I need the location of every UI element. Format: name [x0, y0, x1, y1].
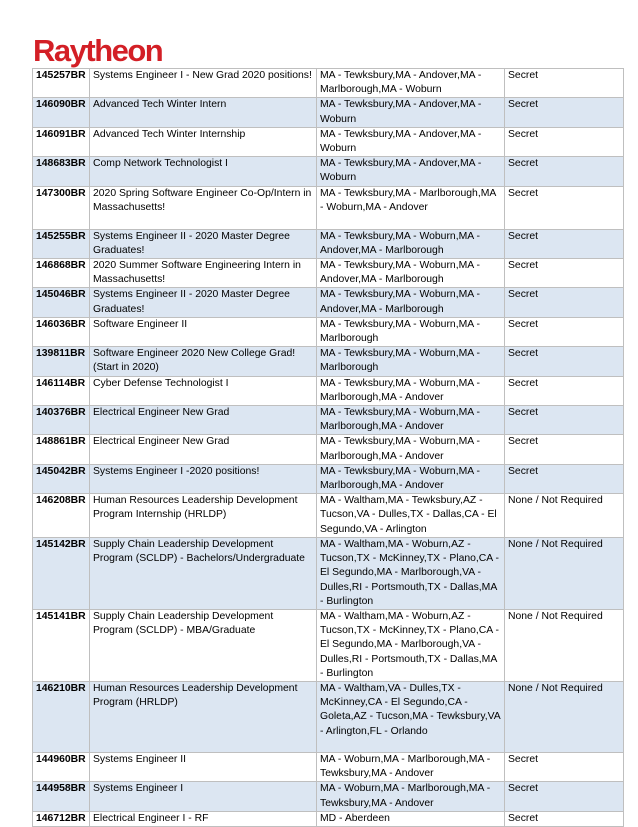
job-title: Advanced Tech Winter Internship: [90, 127, 317, 156]
requisition-id: 145046BR: [33, 288, 90, 317]
requisition-id: 147300BR: [33, 186, 90, 229]
job-listings-table: [32, 68, 624, 827]
clearance-level: Secret: [505, 811, 624, 826]
requisition-id: 146868BR: [33, 259, 90, 288]
job-location: MA - Tewksbury,MA - Woburn,MA - Andover,MA - Marlborough: [317, 288, 505, 317]
clearance-level: Secret: [505, 288, 624, 317]
requisition-id: 146091BR: [33, 127, 90, 156]
requisition-id: 145255BR: [33, 229, 90, 258]
job-location: MA - Tewksbury,MA - Andover,MA - Marlborough,MA - Woburn: [317, 69, 505, 98]
job-title: Advanced Tech Winter Intern: [90, 98, 317, 127]
job-location: MA - Tewksbury,MA - Woburn,MA - Andover,MA - Marlborough: [317, 229, 505, 258]
clearance-level: Secret: [505, 127, 624, 156]
job-location: MA - Tewksbury,MA - Marlborough,MA - Woburn,MA - Andover: [317, 186, 505, 229]
job-location: MA - Waltham,MA - Woburn,AZ - Tucson,TX - McKinney,TX - Plano,CA - El Segundo,MA - Marlborough,VA - Dulles,RI - Portsmouth,TX - Dallas,MA - Burlington: [317, 609, 505, 681]
job-title: Systems Engineer II - 2020 Master Degree Graduates!: [90, 229, 317, 258]
clearance-level: Secret: [505, 317, 624, 346]
job-title: Electrical Engineer New Grad: [90, 435, 317, 464]
job-location: MA - Waltham,MA - Tewksbury,AZ - Tucson,VA - Dulles,TX - Dallas,CA - El Segundo,VA - Arlington: [317, 494, 505, 538]
requisition-id: 146210BR: [33, 681, 90, 752]
table-row: [33, 435, 624, 464]
clearance-level: None / Not Required: [505, 494, 624, 538]
requisition-id: 146208BR: [33, 494, 90, 538]
table-row: [33, 98, 624, 127]
job-title: Electrical Engineer I - RF: [90, 811, 317, 826]
job-title: Electrical Engineer New Grad: [90, 406, 317, 435]
table-row: [33, 127, 624, 156]
job-location: MA - Waltham,VA - Dulles,TX - McKinney,CA - El Segundo,CA - Goleta,AZ - Tucson,MA - Tewksbury,VA - Arlington,FL - Orlando: [317, 681, 505, 752]
clearance-level: Secret: [505, 98, 624, 127]
requisition-id: 144960BR: [33, 752, 90, 781]
table-row: [33, 69, 624, 98]
job-location: MD - Aberdeen: [317, 811, 505, 826]
table-row: [33, 782, 624, 811]
job-title: Supply Chain Leadership Development Program (SCLDP) - Bachelors/Undergraduate: [90, 537, 317, 609]
job-location: MA - Tewksbury,MA - Woburn,MA - Andover,MA - Marlborough: [317, 259, 505, 288]
requisition-id: 148861BR: [33, 435, 90, 464]
requisition-id: 146090BR: [33, 98, 90, 127]
clearance-level: Secret: [505, 69, 624, 98]
table-row: [33, 681, 624, 752]
job-location: MA - Tewksbury,MA - Andover,MA - Woburn: [317, 127, 505, 156]
clearance-level: None / Not Required: [505, 681, 624, 752]
job-location: MA - Tewksbury,MA - Andover,MA - Woburn: [317, 98, 505, 127]
job-title: Systems Engineer I: [90, 782, 317, 811]
table-row: [33, 464, 624, 493]
job-location: MA - Tewksbury,MA - Andover,MA - Woburn: [317, 157, 505, 186]
job-location: MA - Tewksbury,MA - Woburn,MA - Marlborough,MA - Andover: [317, 406, 505, 435]
job-title: Systems Engineer II - 2020 Master Degree Graduates!: [90, 288, 317, 317]
clearance-level: None / Not Required: [505, 537, 624, 609]
clearance-level: Secret: [505, 406, 624, 435]
table-row: [33, 347, 624, 376]
clearance-level: None / Not Required: [505, 609, 624, 681]
requisition-id: 148683BR: [33, 157, 90, 186]
requisition-id: 145257BR: [33, 69, 90, 98]
clearance-level: Secret: [505, 435, 624, 464]
job-location: MA - Tewksbury,MA - Woburn,MA - Marlborough,MA - Andover: [317, 435, 505, 464]
clearance-level: Secret: [505, 347, 624, 376]
clearance-level: Secret: [505, 752, 624, 781]
job-listings-body: [33, 69, 624, 827]
job-title: 2020 Spring Software Engineer Co-Op/Intern in Massachusetts!: [90, 186, 317, 229]
job-title: Software Engineer 2020 New College Grad! (Start in 2020): [90, 347, 317, 376]
table-row: [33, 288, 624, 317]
job-title: Supply Chain Leadership Development Program (SCLDP) - MBA/Graduate: [90, 609, 317, 681]
job-title: Software Engineer II: [90, 317, 317, 346]
requisition-id: 146036BR: [33, 317, 90, 346]
job-title: Systems Engineer I - New Grad 2020 positions!: [90, 69, 317, 98]
requisition-id: 145141BR: [33, 609, 90, 681]
table-row: [33, 406, 624, 435]
requisition-id: 146114BR: [33, 376, 90, 405]
table-row: [33, 229, 624, 258]
job-title: Comp Network Technologist I: [90, 157, 317, 186]
clearance-level: Secret: [505, 157, 624, 186]
clearance-level: Secret: [505, 259, 624, 288]
job-title: Human Resources Leadership Development Program (HRLDP): [90, 681, 317, 752]
requisition-id: 139811BR: [33, 347, 90, 376]
job-location: MA - Woburn,MA - Marlborough,MA - Tewksbury,MA - Andover: [317, 782, 505, 811]
requisition-id: 145042BR: [33, 464, 90, 493]
job-location: MA - Tewksbury,MA - Woburn,MA - Marlborough,MA - Andover: [317, 376, 505, 405]
requisition-id: 145142BR: [33, 537, 90, 609]
job-location: MA - Waltham,MA - Woburn,AZ - Tucson,TX - McKinney,TX - Plano,CA - El Segundo,MA - Marlborough,VA - Dulles,RI - Portsmouth,TX - Dallas,MA - Burlington: [317, 537, 505, 609]
table-row: [33, 317, 624, 346]
table-row: [33, 157, 624, 186]
job-title: Cyber Defense Technologist I: [90, 376, 317, 405]
requisition-id: 144958BR: [33, 782, 90, 811]
table-row: [33, 494, 624, 538]
clearance-level: Secret: [505, 782, 624, 811]
table-row: [33, 376, 624, 405]
job-title: Human Resources Leadership Development Program Internship (HRLDP): [90, 494, 317, 538]
table-row: [33, 609, 624, 681]
table-row: [33, 811, 624, 826]
clearance-level: Secret: [505, 186, 624, 229]
raytheon-logo: Raytheon: [33, 33, 163, 68]
job-location: MA - Tewksbury,MA - Woburn,MA - Marlborough: [317, 347, 505, 376]
table-row: [33, 752, 624, 781]
table-row: [33, 537, 624, 609]
requisition-id: 140376BR: [33, 406, 90, 435]
job-location: MA - Tewksbury,MA - Woburn,MA - Marlborough: [317, 317, 505, 346]
clearance-level: Secret: [505, 464, 624, 493]
job-location: MA - Tewksbury,MA - Woburn,MA - Marlborough,MA - Andover: [317, 464, 505, 493]
job-title: 2020 Summer Software Engineering Intern in Massachusetts!: [90, 259, 317, 288]
job-title: Systems Engineer II: [90, 752, 317, 781]
job-location: MA - Woburn,MA - Marlborough,MA - Tewksbury,MA - Andover: [317, 752, 505, 781]
job-title: Systems Engineer I -2020 positions!: [90, 464, 317, 493]
requisition-id: 146712BR: [33, 811, 90, 826]
clearance-level: Secret: [505, 376, 624, 405]
table-row: [33, 186, 624, 229]
clearance-level: Secret: [505, 229, 624, 258]
table-row: [33, 259, 624, 288]
